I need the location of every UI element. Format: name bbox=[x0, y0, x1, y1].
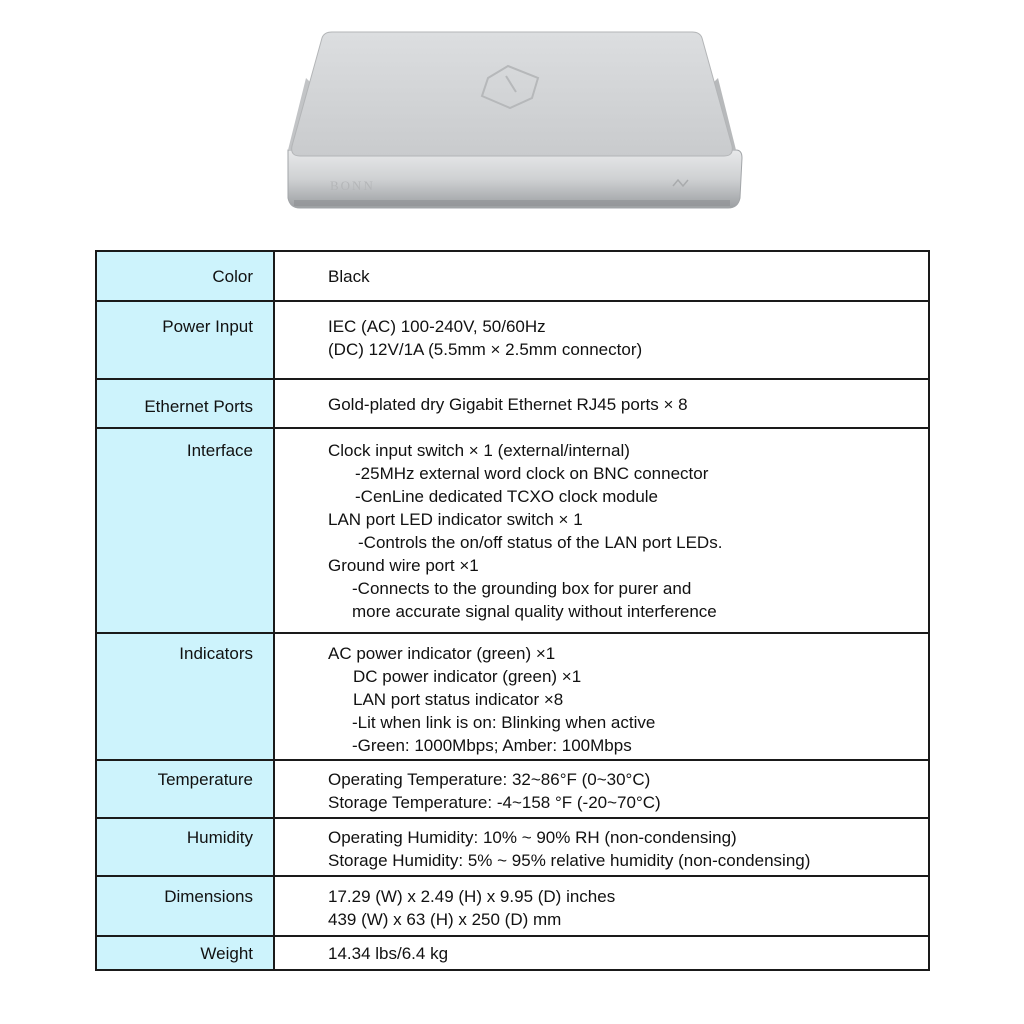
spec-value bbox=[274, 936, 929, 970]
spec-row-dimensions bbox=[96, 876, 929, 936]
spec-label: Indicators bbox=[96, 633, 274, 760]
spec-line: Storage Temperature: -4~158 °F (-20~70°C) bbox=[328, 793, 661, 812]
spec-value bbox=[274, 633, 929, 760]
spec-value bbox=[274, 818, 929, 876]
spec-value bbox=[274, 379, 929, 428]
spec-row-weight bbox=[96, 936, 929, 970]
spec-line: 439 (W) x 63 (H) x 250 (D) mm bbox=[328, 910, 562, 929]
spec-line: LAN port status indicator ×8 bbox=[353, 690, 564, 709]
spec-line: Gold-plated dry Gigabit Ethernet RJ45 ports × 8 bbox=[328, 395, 688, 414]
spec-row-color bbox=[96, 251, 929, 301]
spec-line: (DC) 12V/1A (5.5mm × 2.5mm connector) bbox=[328, 340, 643, 359]
spec-line: LAN port LED indicator switch × 1 bbox=[328, 510, 583, 529]
spec-line: -Lit when link is on: Blinking when active bbox=[352, 713, 656, 732]
spec-label: Humidity bbox=[96, 818, 274, 876]
spec-line: -Controls the on/off status of the LAN port LEDs. bbox=[358, 533, 723, 552]
spec-row-indicators bbox=[96, 633, 929, 760]
spec-line: -CenLine dedicated TCXO clock module bbox=[355, 487, 659, 506]
spec-line: AC power indicator (green) ×1 bbox=[328, 644, 556, 663]
spec-line: Operating Temperature: 32~86°F (0~30°C) bbox=[328, 770, 651, 789]
spec-value bbox=[274, 760, 929, 818]
spec-line: Operating Humidity: 10% ~ 90% RH (non-condensing) bbox=[328, 828, 737, 847]
spec-label: Color bbox=[96, 251, 274, 301]
spec-line: Clock input switch × 1 (external/internal) bbox=[328, 441, 630, 460]
spec-value bbox=[274, 301, 929, 379]
spec-label: Weight bbox=[96, 936, 274, 970]
spec-line: more accurate signal quality without interference bbox=[352, 602, 717, 621]
spec-label: Ethernet Ports bbox=[96, 379, 274, 428]
spec-line: Ground wire port ×1 bbox=[328, 556, 479, 575]
spec-line: 14.34 lbs/6.4 kg bbox=[328, 944, 449, 963]
spec-value bbox=[274, 876, 929, 936]
spec-line: -Connects to the grounding box for purer and bbox=[352, 579, 692, 598]
spec-label: Temperature bbox=[96, 760, 274, 818]
spec-row-ethernet-ports bbox=[96, 379, 929, 428]
spec-line: 17.29 (W) x 2.49 (H) x 9.95 (D) inches bbox=[328, 887, 616, 906]
spec-line: -Green: 1000Mbps; Amber: 100Mbps bbox=[352, 736, 632, 755]
spec-row-humidity bbox=[96, 818, 929, 876]
spec-row-power-input bbox=[96, 301, 929, 379]
spec-line: Black bbox=[328, 267, 370, 286]
spec-label: Dimensions bbox=[96, 876, 274, 936]
spec-line: Storage Humidity: 5% ~ 95% relative humidity (non-condensing) bbox=[328, 851, 811, 870]
spec-value bbox=[274, 251, 929, 301]
spec-line: IEC (AC) 100-240V, 50/60Hz bbox=[328, 317, 546, 336]
spec-row-temperature bbox=[96, 760, 929, 818]
spec-value bbox=[274, 428, 929, 633]
spec-line: DC power indicator (green) ×1 bbox=[353, 667, 582, 686]
spec-label: Power Input bbox=[96, 301, 274, 379]
spec-line: -25MHz external word clock on BNC connector bbox=[355, 464, 709, 483]
spec-label: Interface bbox=[96, 428, 274, 633]
spec-row-interface bbox=[96, 428, 929, 633]
spec-table bbox=[95, 250, 930, 971]
brand-mark: BONN bbox=[330, 178, 375, 193]
network-switch-product-photo bbox=[270, 28, 754, 218]
